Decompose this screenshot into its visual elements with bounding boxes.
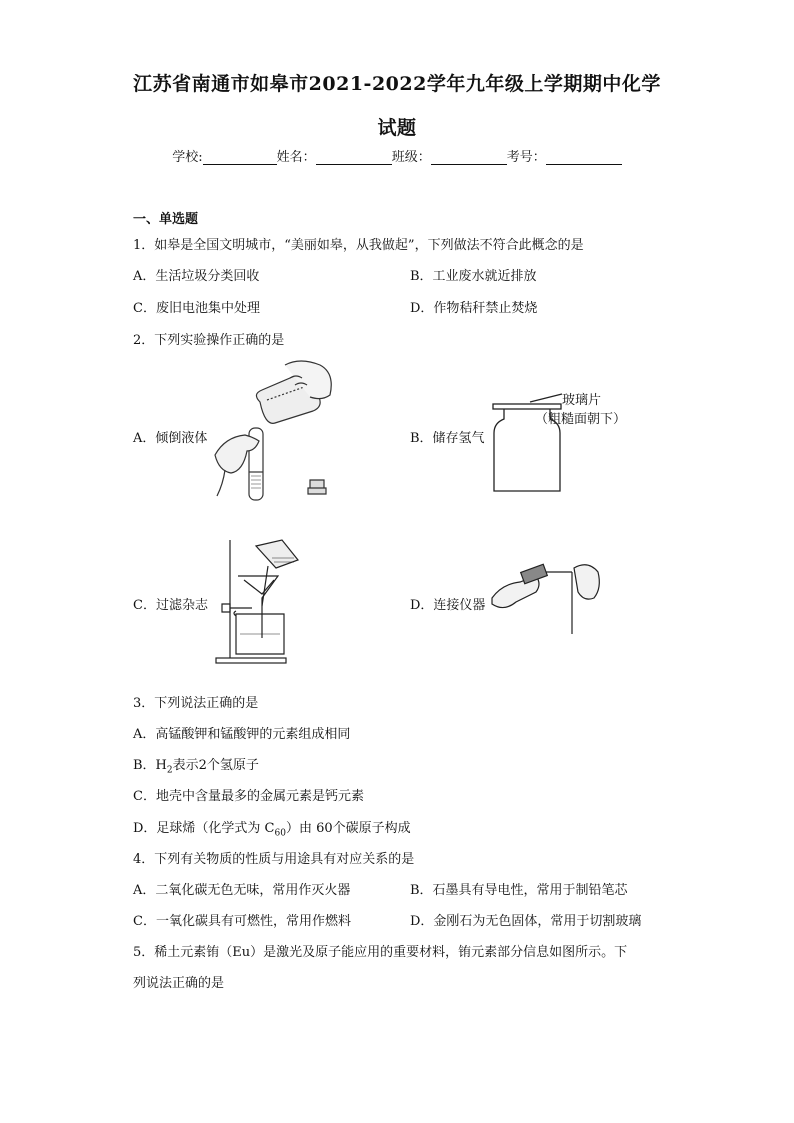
name-blank[interactable] xyxy=(316,150,392,165)
figure-gas-jar xyxy=(490,400,570,500)
student-info-fields xyxy=(0,146,794,165)
q2-stem: 2．下列实验操作正确的是 xyxy=(133,333,285,348)
q3-option-c: C．地壳中含量最多的金属元素是钙元素 xyxy=(133,789,364,804)
school-label: 学校: xyxy=(172,150,203,165)
q4-stem: 4．下列有关物质的性质与用途具有对应关系的是 xyxy=(133,852,415,867)
school-blank[interactable] xyxy=(203,150,277,165)
q3-stem: 3．下列说法正确的是 xyxy=(133,696,259,711)
q4-option-c: C．一氧化碳具有可燃性，常用作燃料 xyxy=(133,914,351,929)
class-label: 班级： xyxy=(391,150,431,165)
q1-option-c: C．废旧电池集中处理 xyxy=(133,301,260,316)
q2-option-d: D．连接仪器 xyxy=(410,598,486,613)
class-blank[interactable] xyxy=(431,150,507,165)
q1-option-a: A．生活垃圾分类回收 xyxy=(133,269,260,284)
section-title: 一、单选题 xyxy=(133,212,199,227)
q4-option-b: B．石墨具有导电性，常用于制铅笔芯 xyxy=(410,883,628,898)
exam-no-label: 考号： xyxy=(506,150,546,165)
q4-option-d: D．金刚石为无色固体，常用于切割玻璃 xyxy=(410,914,642,929)
title-line-1: 江苏省南通市如皋市2021-2022学年九年级上学期期中化学 xyxy=(133,73,661,95)
q2-b-label-rough: （粗糙面朝下） xyxy=(535,412,627,427)
q1-option-b: B．工业废水就近排放 xyxy=(410,269,537,284)
q2-option-a: A．倾倒液体 xyxy=(133,431,208,446)
q5-stem-line2: 列说法正确的是 xyxy=(133,976,225,991)
exam-no-blank[interactable] xyxy=(546,150,622,165)
q1-stem: 1．如皋是全国文明城市，“美丽如皋，从我做起”，下列做法不符合此概念的是 xyxy=(133,238,584,253)
q3-option-b: B．$H_2$表示2个氢原子 xyxy=(133,758,259,776)
q2-option-b: B．储存氢气 xyxy=(410,431,485,446)
q3-option-a: A．高锰酸钾和锰酸钾的元素组成相同 xyxy=(133,727,351,742)
title-line-2: 试题 xyxy=(377,117,417,139)
figure-pour-liquid xyxy=(205,360,345,505)
name-label: 姓名： xyxy=(276,150,316,165)
q4-option-a: A．二氧化碳无色无味，常用作灭火器 xyxy=(133,883,351,898)
q2-b-label-glass: 玻璃片 xyxy=(562,393,602,408)
q5-stem-line1: 5．稀土元素铕（Eu）是激光及原子能应用的重要材料，铕元素部分信息如图所示。下 xyxy=(133,945,628,960)
q1-option-d: D．作物秸秆禁止焚烧 xyxy=(410,301,538,316)
q3-option-d: D．足球烯（化学式为 $C_{60}$）由 60个碳原子构成 xyxy=(133,821,411,839)
figure-filtration xyxy=(212,536,312,666)
q2-option-c: C．过滤杂志 xyxy=(133,598,208,613)
figure-connect-apparatus xyxy=(490,558,602,636)
